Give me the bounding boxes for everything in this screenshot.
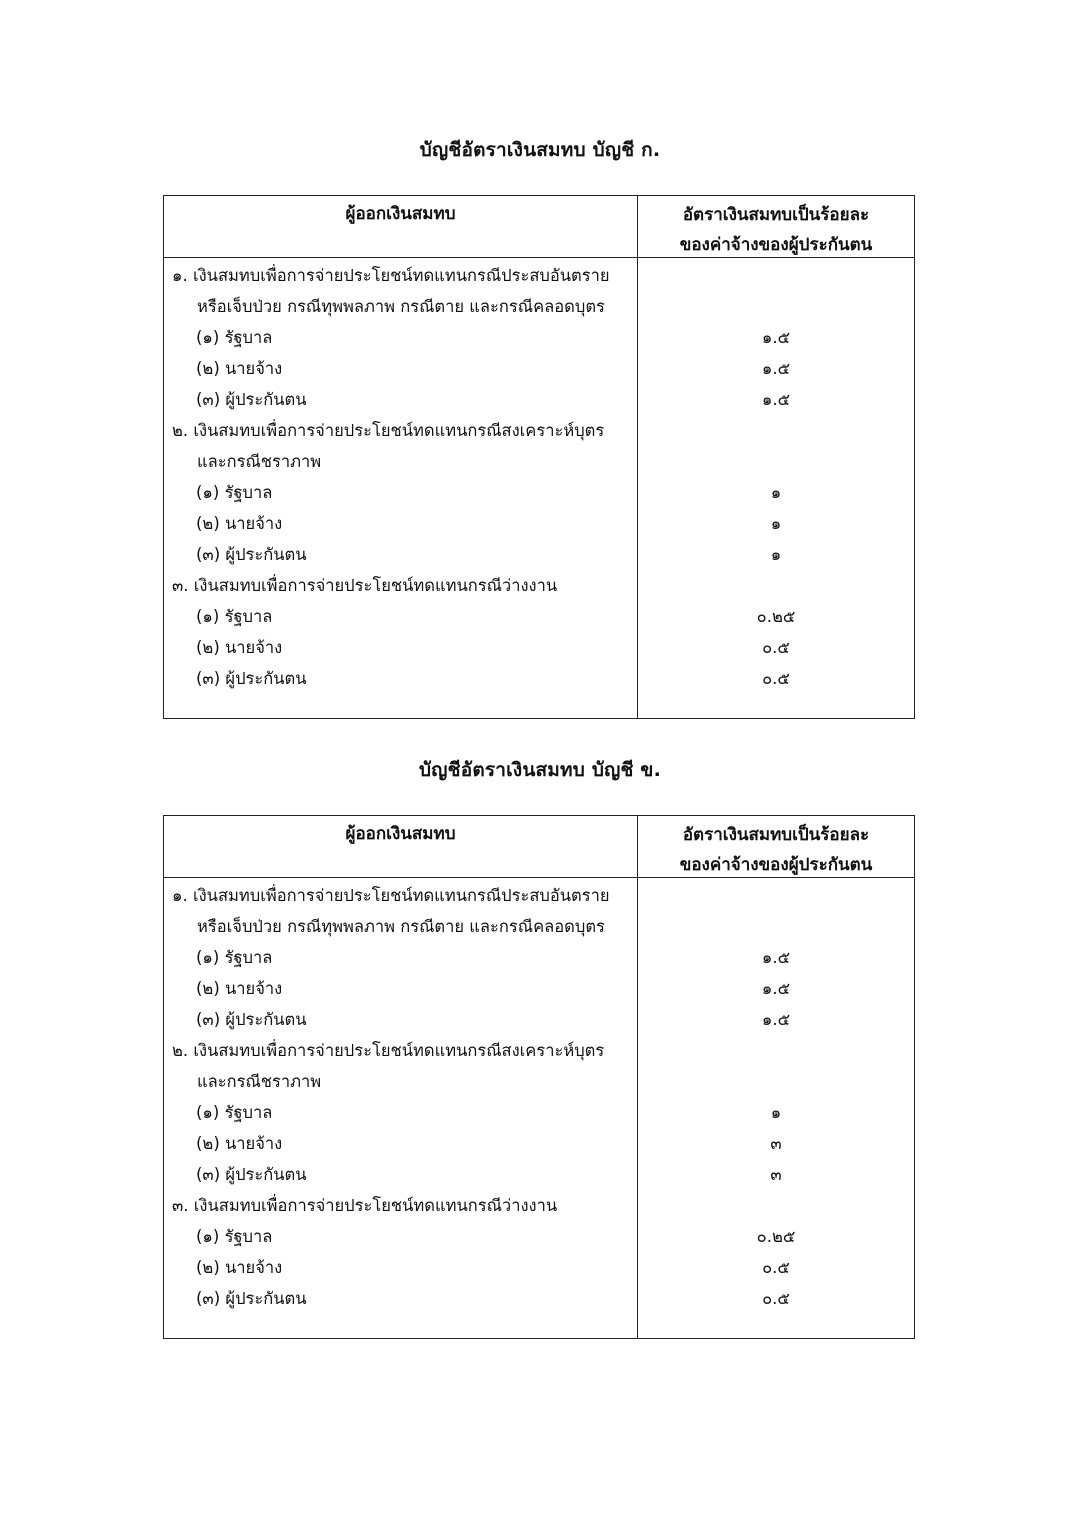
table-a — [163, 195, 915, 719]
table-row — [164, 1066, 914, 1097]
row-text: หรือเจ็บป่วย กรณีทุพพลภาพ กรณีตาย และกรณีคลอดบุตร — [197, 297, 605, 316]
table-row — [164, 570, 914, 601]
table-row — [164, 880, 914, 911]
row-value: ๑ — [770, 483, 782, 502]
row-text: (๒) นายจ้าง — [196, 514, 283, 533]
table-row — [164, 508, 914, 539]
row-text: และกรณีชราภาพ — [197, 1072, 322, 1091]
row-text: (๑) รัฐบาล — [196, 1103, 273, 1122]
row-text: ๓. เงินสมทบเพื่อการจ่ายประโยชน์ทดแทนกรณีว่างงาน — [172, 576, 558, 595]
row-value: ๐.๕ — [762, 1258, 790, 1277]
table-row — [164, 415, 914, 446]
table-a-header — [164, 196, 914, 258]
table-row — [164, 446, 914, 477]
row-text: (๓) ผู้ประกันตน — [196, 545, 307, 564]
header-rate — [638, 200, 914, 260]
row-value: ๑.๕ — [761, 359, 791, 378]
row-text: (๑) รัฐบาล — [196, 948, 273, 967]
row-value: ๐.๕ — [762, 638, 790, 657]
row-text: (๑) รัฐบาล — [196, 1227, 273, 1246]
header-rate-line1: อัตราเงินสมทบเป็นร้อยละ — [682, 825, 870, 845]
row-text: (๒) นายจ้าง — [196, 979, 283, 998]
row-value: ๑ — [770, 514, 782, 533]
row-text: และกรณีชราภาพ — [197, 452, 322, 471]
header-rate — [638, 820, 914, 880]
table-row — [164, 1159, 914, 1190]
row-text: (๑) รัฐบาล — [196, 483, 273, 502]
header-rate-line1: อัตราเงินสมทบเป็นร้อยละ — [682, 205, 870, 225]
row-text: (๒) นายจ้าง — [196, 359, 283, 378]
row-text: ๒. เงินสมทบเพื่อการจ่ายประโยชน์ทดแทนกรณีสงเคราะห์บุตร — [172, 421, 605, 440]
row-text: (๑) รัฐบาล — [196, 328, 273, 347]
table-row — [164, 1128, 914, 1159]
header-rate-line2: ของค่าจ้างของผู้ประกันตน — [679, 855, 873, 875]
row-text: (๓) ผู้ประกันตน — [196, 1289, 307, 1308]
row-text: (๑) รัฐบาล — [196, 607, 273, 626]
row-value: ๑.๕ — [761, 979, 791, 998]
table-b-title: บัญชีอัตราเงินสมทบ บัญชี ข. — [418, 759, 661, 781]
header-contributor: ผู้ออกเงินสมทบ — [345, 204, 456, 224]
row-text: (๓) ผู้ประกันตน — [196, 1010, 307, 1029]
row-text: หรือเจ็บป่วย กรณีทุพพลภาพ กรณีตาย และกรณีคลอดบุตร — [197, 917, 605, 936]
table-row — [164, 1221, 914, 1252]
row-value: ๑ — [770, 1103, 782, 1122]
row-value: ๐.๒๕ — [756, 607, 796, 626]
table-b-header — [164, 816, 914, 878]
row-text: (๒) นายจ้าง — [196, 1134, 283, 1153]
row-value: ๓ — [770, 1134, 782, 1153]
row-value: ๑.๕ — [761, 948, 791, 967]
table-row — [164, 322, 914, 353]
row-text: (๒) นายจ้าง — [196, 1258, 283, 1277]
row-text: ๑. เงินสมทบเพื่อการจ่ายประโยชน์ทดแทนกรณีประสบอันตราย — [172, 266, 610, 285]
table-row — [164, 1190, 914, 1221]
table-row — [164, 384, 914, 415]
table-row — [164, 911, 914, 942]
table-a-body — [164, 258, 914, 718]
table-row — [164, 1035, 914, 1066]
table-a-title: บัญชีอัตราเงินสมทบ บัญชี ก. — [419, 139, 661, 161]
row-value: ๑.๕ — [761, 1010, 791, 1029]
table-row — [164, 291, 914, 322]
table-row — [164, 601, 914, 632]
table-row — [164, 942, 914, 973]
row-text: ๑. เงินสมทบเพื่อการจ่ายประโยชน์ทดแทนกรณีประสบอันตราย — [172, 886, 610, 905]
header-rate-line2: ของค่าจ้างของผู้ประกันตน — [679, 235, 873, 255]
header-contributor: ผู้ออกเงินสมทบ — [345, 824, 456, 844]
table-row — [164, 663, 914, 694]
row-value: ๑.๕ — [761, 390, 791, 409]
table-row — [164, 353, 914, 384]
table-row — [164, 1097, 914, 1128]
table-row — [164, 1283, 914, 1314]
row-value: ๓ — [770, 1165, 782, 1184]
row-text: ๓. เงินสมทบเพื่อการจ่ายประโยชน์ทดแทนกรณีว่างงาน — [172, 1196, 558, 1215]
row-value: ๐.๒๕ — [756, 1227, 796, 1246]
table-b-body — [164, 878, 914, 1338]
row-text: (๓) ผู้ประกันตน — [196, 669, 307, 688]
table-row — [164, 539, 914, 570]
row-value: ๐.๕ — [762, 1289, 790, 1308]
table-b — [163, 815, 915, 1339]
row-text: ๒. เงินสมทบเพื่อการจ่ายประโยชน์ทดแทนกรณีสงเคราะห์บุตร — [172, 1041, 605, 1060]
table-row — [164, 260, 914, 291]
row-value: ๑.๕ — [761, 328, 791, 347]
row-text: (๓) ผู้ประกันตน — [196, 1165, 307, 1184]
table-row — [164, 477, 914, 508]
table-row — [164, 1004, 914, 1035]
table-row — [164, 973, 914, 1004]
row-value: ๐.๕ — [762, 669, 790, 688]
row-text: (๒) นายจ้าง — [196, 638, 283, 657]
table-row — [164, 1252, 914, 1283]
row-text: (๓) ผู้ประกันตน — [196, 390, 307, 409]
table-row — [164, 632, 914, 663]
row-value: ๑ — [770, 545, 782, 564]
